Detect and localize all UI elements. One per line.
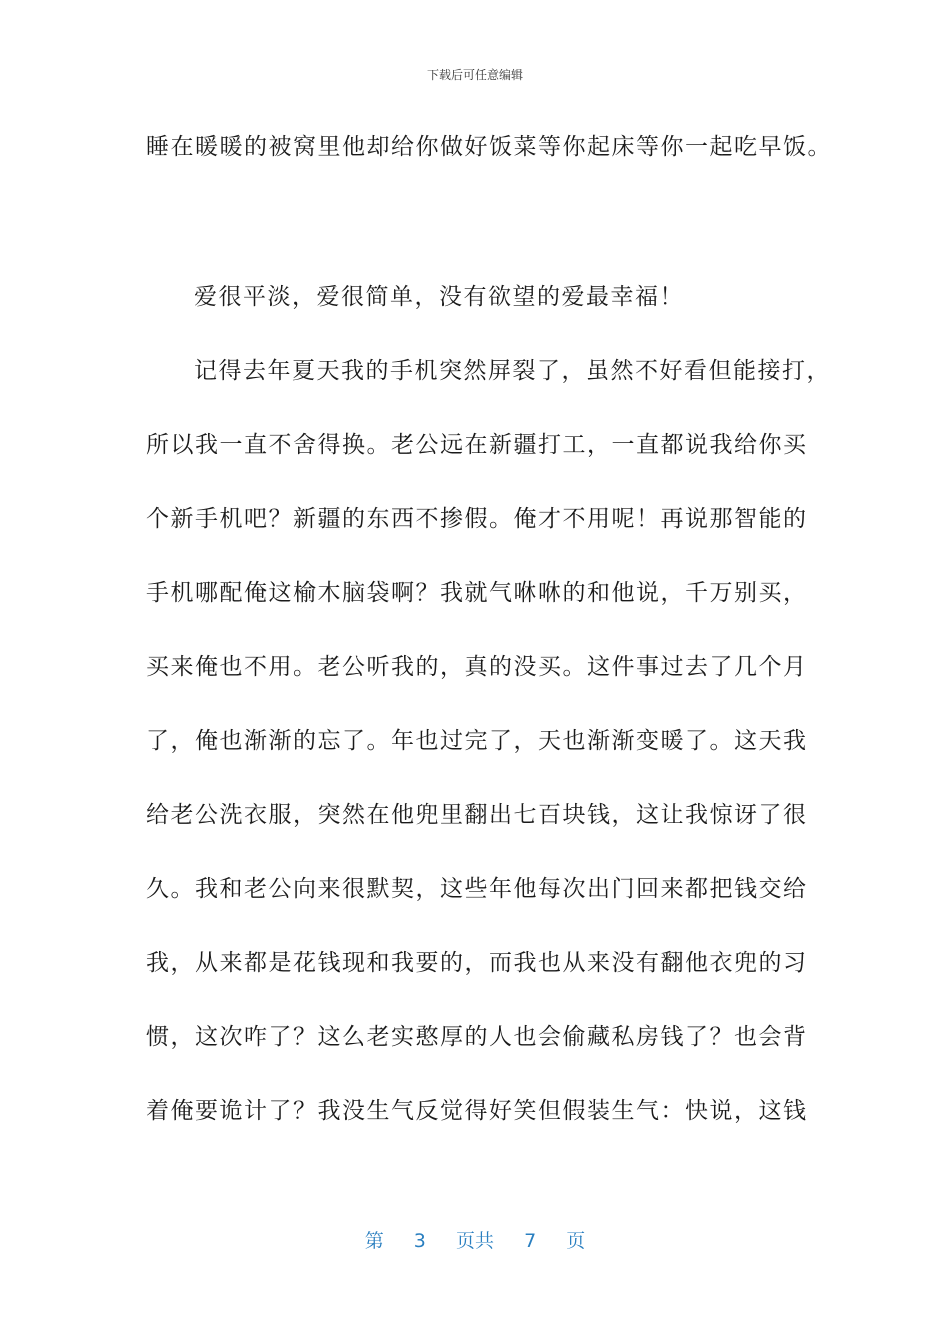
- text-line: 买来俺也不用。老公听我的，真的没买。这件事过去了几个月: [146, 654, 808, 680]
- text-line: 着俺要诡计了？我没生气反觉得好笑但假装生气：快说，这钱: [146, 1098, 808, 1124]
- footer-suffix: 页: [566, 1230, 586, 1252]
- footer-prefix: 第: [364, 1230, 384, 1252]
- page-footer: [0, 1226, 950, 1253]
- text-line: 了，俺也渐渐的忘了。年也过完了，天也渐渐变暖了。这天我: [146, 728, 808, 754]
- footer-total-pages: 7: [524, 1230, 537, 1252]
- text-line: 惯，这次咋了？这么老实憨厚的人也会偷藏私房钱了？也会背: [146, 1024, 808, 1050]
- page-header: 下载后可任意编辑: [426, 68, 523, 82]
- text-line: 睡在暖暖的被窝里他却给你做好饭菜等你起床等你一起吃早饭。: [146, 134, 832, 160]
- footer-middle: 页共: [455, 1230, 494, 1252]
- footer-page-number: 3: [413, 1230, 426, 1252]
- text-line: 我，从来都是花钱现和我要的，而我也从来没有翻他衣兜的习: [146, 950, 808, 976]
- text-line: 个新手机吧？新疆的东西不掺假。俺才不用呢！再说那智能的: [146, 506, 808, 532]
- text-line: 所以我一直不舍得换。老公远在新疆打工，一直都说我给你买: [146, 432, 808, 458]
- paragraph-first-line: 记得去年夏天我的手机突然屏裂了，虽然不好看但能接打，: [194, 358, 831, 384]
- text-line: 给老公洗衣服，突然在他兜里翻出七百块钱，这让我惊讶了很: [146, 802, 808, 828]
- paragraph-first-line: 爱很平淡，爱很简单，没有欲望的爱最幸福！: [194, 284, 684, 310]
- text-line: 手机哪配俺这榆木脑袋啊？我就气咻咻的和他说，千万别买，: [146, 580, 808, 606]
- text-line: 久。我和老公向来很默契，这些年他每次出门回来都把钱交给: [146, 876, 808, 902]
